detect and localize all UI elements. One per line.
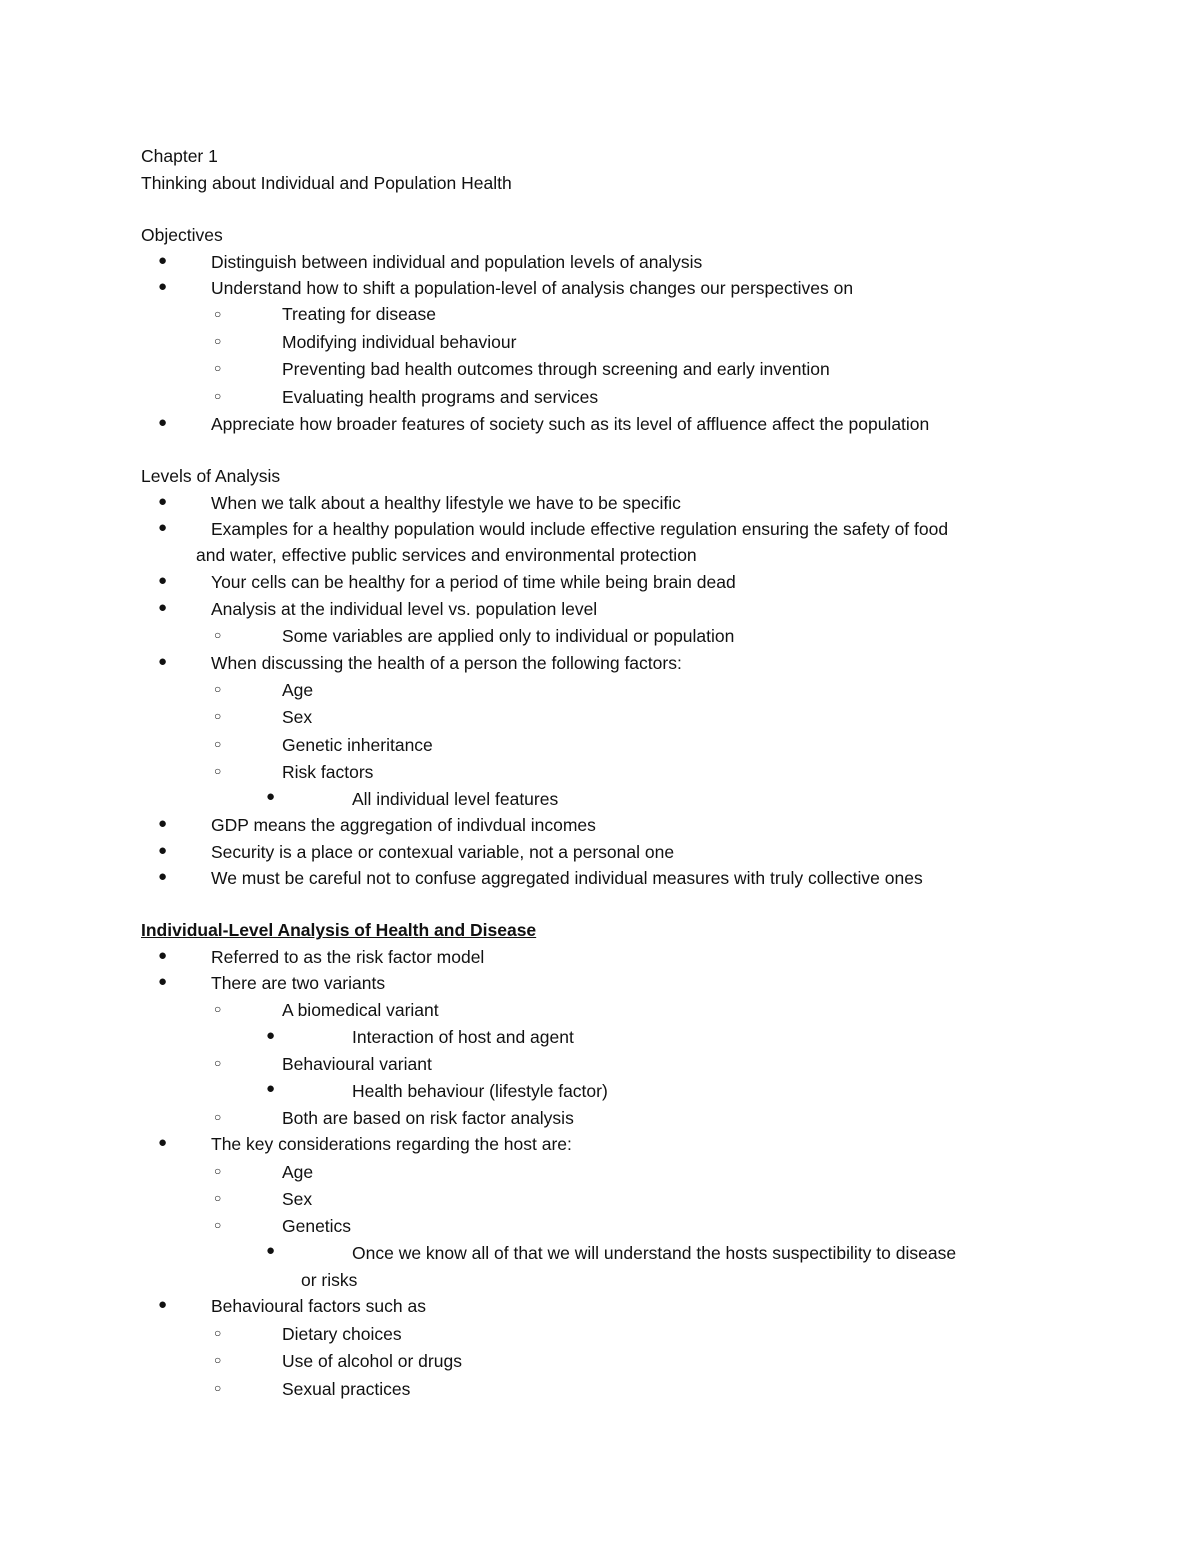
list-item: Sex [282,707,313,727]
list-item: Your cells can be healthy for a period of time while being brain dead [211,572,736,592]
bullet-dot-icon: ● [158,572,168,589]
list-item: Sexual practices [282,1379,411,1399]
bullet-dot-icon: ● [158,519,168,536]
bullet-circle-icon: ○ [214,737,222,751]
list-item: We must be careful not to confuse aggregated individual measures with truly collective ones [211,868,923,888]
bullet-circle-icon: ○ [214,361,222,375]
list-item: Risk factors [282,762,374,782]
list-item: All individual level features [352,789,559,809]
chapter-title: Chapter 1 [141,146,218,166]
bullet-dot-icon: ● [158,1134,168,1151]
list-item: When discussing the health of a person the following factors: [211,653,682,673]
bullet-circle-icon: ○ [214,307,222,321]
list-item: Treating for disease [282,304,437,324]
bullet-dot-icon: ● [266,788,276,805]
bullet-dot-icon: ● [158,252,168,269]
list-item: Distinguish between individual and population levels of analysis [211,252,703,272]
list-item: GDP means the aggregation of indivdual incomes [211,815,596,835]
bullet-circle-icon: ○ [214,1191,222,1205]
bullet-dot-icon: ● [266,1080,276,1097]
bullet-circle-icon: ○ [214,334,222,348]
section-heading-objectives: Objectives [141,225,223,245]
list-item: Genetics [282,1216,352,1236]
bullet-dot-icon: ● [158,414,168,431]
list-item: Age [282,680,314,700]
list-item: Behavioural variant [282,1054,432,1074]
list-item: Referred to as the risk factor model [211,947,485,967]
list-item: Understand how to shift a population-level of analysis changes our perspectives on [211,278,854,298]
chapter-subtitle: Thinking about Individual and Population Health [141,173,512,193]
list-item: Security is a place or contexual variable, not a personal one [211,842,675,862]
bullet-circle-icon: ○ [214,1164,222,1178]
bullet-circle-icon: ○ [214,1056,222,1070]
list-item: Behavioural factors such as [211,1296,426,1316]
bullet-circle-icon: ○ [214,709,222,723]
list-item: There are two variants [211,973,386,993]
bullet-dot-icon: ● [158,278,168,295]
bullet-circle-icon: ○ [214,1218,222,1232]
list-item: Once we know all of that we will understand the hosts suspectibility to disease [352,1243,957,1263]
list-item: Health behaviour (lifestyle factor) [352,1081,608,1101]
bullet-circle-icon: ○ [214,764,222,778]
list-item: Both are based on risk factor analysis [282,1108,574,1128]
bullet-circle-icon: ○ [214,682,222,696]
list-item: Evaluating health programs and services [282,387,599,407]
list-item: Modifying individual behaviour [282,332,517,352]
list-item: Interaction of host and agent [352,1027,574,1047]
bullet-circle-icon: ○ [214,1110,222,1124]
bullet-dot-icon: ● [158,868,168,885]
list-item: When we talk about a healthy lifestyle we have to be specific [211,493,681,513]
bullet-dot-icon: ● [158,815,168,832]
section-heading-levels: Levels of Analysis [141,466,281,486]
list-item: Age [282,1162,314,1182]
list-item: Use of alcohol or drugs [282,1351,462,1371]
list-item-continuation: or risks [301,1270,358,1290]
bullet-dot-icon: ● [266,1242,276,1259]
bullet-circle-icon: ○ [214,1002,222,1016]
list-item: Examples for a healthy population would include effective regulation ensuring the safety of food [211,519,949,539]
list-item-continuation: and water, effective public services and environmental protection [196,545,697,565]
list-item: A biomedical variant [282,1000,439,1020]
list-item: Analysis at the individual level vs. population level [211,599,598,619]
bullet-circle-icon: ○ [214,1353,222,1367]
bullet-circle-icon: ○ [214,1326,222,1340]
list-item: The key considerations regarding the host are: [211,1134,572,1154]
list-item: Preventing bad health outcomes through screening and early invention [282,359,830,379]
bullet-circle-icon: ○ [214,1381,222,1395]
bullet-dot-icon: ● [158,1296,168,1313]
bullet-dot-icon: ● [158,599,168,616]
bullet-dot-icon: ● [158,493,168,510]
list-item: Genetic inheritance [282,735,433,755]
list-item: Appreciate how broader features of society such as its level of affluence affect the population [211,414,930,434]
list-item: Sex [282,1189,313,1209]
bullet-dot-icon: ● [158,947,168,964]
bullet-dot-icon: ● [158,973,168,990]
bullet-dot-icon: ● [158,842,168,859]
bullet-dot-icon: ● [158,653,168,670]
list-item: Some variables are applied only to individual or population [282,626,735,646]
section-heading-individual: Individual-Level Analysis of Health and Disease [141,920,537,940]
list-item: Dietary choices [282,1324,402,1344]
bullet-circle-icon: ○ [214,628,222,642]
bullet-circle-icon: ○ [214,389,222,403]
bullet-dot-icon: ● [266,1027,276,1044]
